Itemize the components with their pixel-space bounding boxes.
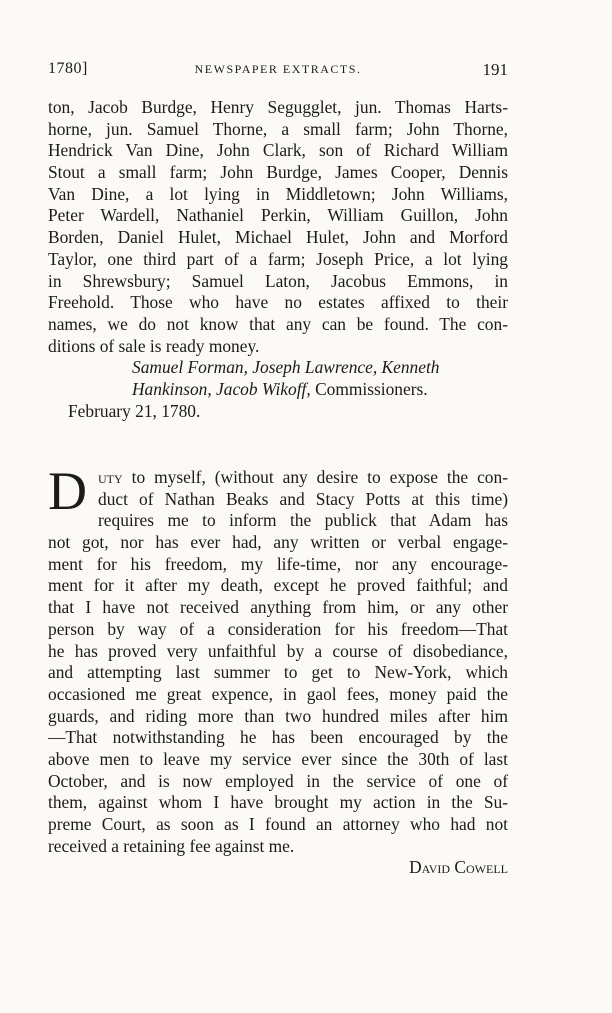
notice-signature: David Cowell [409,857,508,878]
text-line: that I have not received anything from him, or any other [48,597,508,618]
text-line: ment for his freedom, my life-time, nor any encourage- [48,553,508,574]
page-number: 191 [482,60,508,79]
text-line: person by way of a consideration for his freedom—That [48,618,508,639]
text-line: horne, jun. Samuel Thorne, a small farm; John Thorne, [48,118,508,139]
text-line: ditions of sale is ready money. [48,335,260,356]
text-line: guards, and riding more than two hundred miles after him [48,705,508,726]
first-line-rest: to myself, (without any desire to expose the con- [122,467,508,487]
signatories-line-2 [48,379,508,401]
text-line: ment for it after my death, except he proved faithful; and [48,575,508,596]
text-line: in Shrewsbury; Samuel Laton, Jacobus Emmons, in [48,270,508,291]
text-line: occasioned me great expence, in gaol fees, money paid the [48,683,508,704]
text-line: Hendrick Van Dine, John Clark, son of Richard William [48,140,508,161]
drop-cap: D [48,461,87,521]
text-line: preme Court, as soon as I found an attorney who had not [48,814,508,834]
notice-text [48,461,508,879]
running-header [48,60,508,82]
text-line: duct of Nathan Beaks and Stacy Potts at this time) [98,488,508,509]
header-title: NEWSPAPER EXTRACTS. [194,62,362,76]
text-line: not got, nor has ever had, any written or verbal engage- [48,532,508,553]
signatories-line-1: Samuel Forman, Joseph Lawrence, Kenneth [132,357,440,378]
text-line: ton, Jacob Burdge, Henry Segugglet, jun. Thomas Harts- [48,97,508,117]
text-line: them, against whom I have brought my action in the Su- [48,792,508,813]
text-line: Freehold. Those who have no estates affixed to their [48,292,508,313]
text-line: above men to leave my service ever since the 30th of last [48,748,508,769]
text-line: Taylor, one third part of a farm; Joseph Price, a lot lying [48,248,508,269]
text-line: and attempting last summer to get to New-York, which [48,662,508,683]
text-line: Van Dine, a lot lying in Middletown; John Williams, [48,183,508,204]
text-line: Peter Wardell, Nathaniel Perkin, William Guillon, John [48,205,508,226]
dateline: February 21, 1780. [68,400,201,421]
text-line: Borden, Daniel Hulet, Michael Hulet, John and Morford [48,227,508,248]
signatories-role: Commissioners. [310,378,428,399]
text-line: he has proved very unfaithful by a course of disobediance, [48,640,508,661]
signatories-names: Hankinson, Jacob Wikoff, [132,378,311,399]
text-line: requires me to inform the publick that Adam has [98,510,508,531]
text-line: names, we do not know that any can be found. The con- [48,313,508,334]
header-year: 1780] [48,60,88,77]
advertisement-text [48,97,508,422]
text-line: October, and is now employed in the service of one of [48,770,508,791]
text-line: received a retaining fee against me. [48,835,295,856]
text-line [48,467,508,489]
text-line: —That notwithstanding he has been encouraged by the [48,727,508,748]
first-word-rest: uty [98,467,123,487]
text-line: Stout a small farm; John Burdge, James Cooper, Dennis [48,162,508,183]
